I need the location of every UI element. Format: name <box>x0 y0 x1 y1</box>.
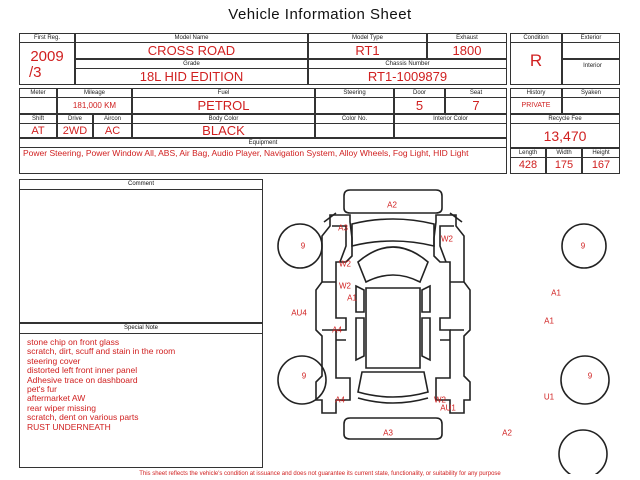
body-color: BLACK <box>202 123 245 138</box>
roof-outline <box>366 288 420 368</box>
comment-label: Comment <box>20 180 262 190</box>
damage-front-left-fender: A3 <box>338 223 348 233</box>
model-name: CROSS ROAD <box>147 43 236 58</box>
meter-label: Meter <box>20 89 56 98</box>
seat: 7 <box>472 98 480 113</box>
exhaust-label: Exhaust <box>428 34 506 43</box>
equipment-label: Equipment <box>20 139 506 148</box>
grade-label: Grade <box>76 60 307 69</box>
special-note-item: RUST UNDERNEATH <box>27 421 111 432</box>
history: PRIVATE <box>521 102 551 109</box>
height-label: Height <box>583 149 619 158</box>
chassis-cell <box>308 59 507 85</box>
aircon: AC <box>104 125 121 137</box>
damage-windshield: W2 <box>441 234 453 244</box>
left-window-rear <box>356 318 364 360</box>
condition-grade: R <box>529 51 543 70</box>
color-no-label: Color No. <box>316 115 393 124</box>
model-type: RT1 <box>355 43 380 58</box>
damage-rear-right-door: A1 <box>544 316 554 326</box>
mileage-label: Mileage <box>58 89 131 98</box>
special-note-item: aftermarket AW <box>27 393 86 404</box>
condition-label: Condition <box>511 34 561 43</box>
left-window-front <box>356 286 364 312</box>
damage-front-right-door: A1 <box>551 288 561 298</box>
recycle-fee-cell <box>510 114 620 148</box>
fuel: PETROL <box>197 98 250 113</box>
chassis-number: RT1-1009879 <box>367 69 448 84</box>
drive-cell <box>57 114 93 138</box>
special-note-item: scratch, dent on various parts <box>27 412 139 423</box>
door: 5 <box>415 98 424 113</box>
special-note-item: rear wiper missing <box>27 402 96 413</box>
first-reg-label: First Reg. <box>20 34 74 43</box>
interior-color-label: Interior Color <box>395 115 506 124</box>
fuel-label: Fuel <box>133 89 314 98</box>
rear-right-wheel-icon <box>561 356 609 404</box>
interior-color-cell <box>394 114 507 138</box>
condition-cell <box>510 33 562 85</box>
damage-front-left-door: A4 <box>332 325 342 335</box>
special-note-item: steering cover <box>27 355 81 366</box>
rear-window-outline <box>358 372 428 397</box>
first-reg-cell <box>19 33 75 85</box>
door-label: Door <box>395 89 444 98</box>
rear-gate-outline <box>358 398 428 403</box>
first-reg-year: 2009 <box>30 48 64 65</box>
exhaust-cell <box>427 33 507 59</box>
body-color-cell <box>132 114 315 138</box>
damage-front-left-wheel: 9 <box>300 241 306 251</box>
damage-left-sill: AU4 <box>291 308 307 318</box>
damage-rear-left-wheel: 9 <box>301 371 307 381</box>
model-type-label: Model Type <box>309 34 426 43</box>
drive-label: Drive <box>58 115 92 124</box>
special-note-item: stone chip on front glass <box>27 337 120 347</box>
seat-label: Seat <box>446 89 506 98</box>
grade: 18L HID EDITION <box>139 69 244 84</box>
shift-cell <box>19 114 57 138</box>
special-note-label: Special Note <box>20 324 262 334</box>
width-label: Width <box>547 149 581 158</box>
fuel-cell <box>132 88 315 114</box>
exterior-cell <box>562 33 620 59</box>
special-note-item: scratch, dirt, scuff and stain in the room <box>27 346 176 357</box>
hood-outline <box>352 219 434 246</box>
special-note-item: distorted left front inner panel <box>27 365 138 376</box>
equipment-cell <box>19 138 507 174</box>
damage-rear-right-wheel: 9 <box>587 371 593 381</box>
steering-label: Steering <box>316 89 393 98</box>
mileage: 181,000 KM <box>72 101 117 110</box>
special-notes-list <box>27 338 259 432</box>
windshield-outline <box>358 247 428 282</box>
grade-cell <box>75 59 308 85</box>
shift-label: Shift <box>20 115 56 124</box>
drive: 2WD <box>62 125 88 137</box>
special-note-item: Adhesive trace on dashboard <box>27 374 138 385</box>
damage-rear-window: W2 <box>434 395 446 405</box>
damage-rear-gate: AU1 <box>440 403 456 413</box>
recycle-fee: 13,470 <box>543 128 587 144</box>
damage-rear-right-quarter: U1 <box>543 392 555 402</box>
damage-front-left-door-top: A1 <box>347 293 357 303</box>
damage-front-right-wheel: 9 <box>580 241 586 251</box>
history-label: History <box>511 89 561 98</box>
aircon-label: Aircon <box>94 115 131 124</box>
exterior-label: Exterior <box>563 34 619 43</box>
damage-rear-left-window: W2 <box>339 281 351 291</box>
height: 167 <box>591 159 611 171</box>
sheet-title: Vehicle Information Sheet <box>228 6 412 23</box>
damage-rear-left-door: A4 <box>335 395 345 405</box>
door-cell <box>394 88 445 114</box>
model-name-cell <box>75 33 308 59</box>
length-label: Length <box>511 149 545 158</box>
syaken-cell <box>562 88 620 114</box>
damage-front-bumper: A2 <box>387 200 397 210</box>
width: 175 <box>554 159 574 171</box>
interior-label: Interior <box>583 63 602 69</box>
shift: AT <box>31 125 45 137</box>
damage-rear-right-bumper: A2 <box>502 428 512 438</box>
disclaimer-footer: This sheet reflects the vehicle's condition at issuance and does not guarantee its current state, functionality, or suitability for any purpose <box>139 471 501 477</box>
width-cell <box>546 148 582 174</box>
steering-cell <box>315 88 394 114</box>
equipment-list: Power Steering, Power Window All, ABS, Air Bag, Audio Player, Navigation System, Alloy Wheels, Fog Light, HID Light <box>23 148 469 158</box>
special-note-item: pet's fur <box>27 384 57 395</box>
model-name-label: Model Name <box>76 34 307 43</box>
height-cell <box>582 148 620 174</box>
chassis-label: Chassis Number <box>309 60 506 69</box>
mileage-cell <box>57 88 132 114</box>
color-no-cell <box>315 114 394 138</box>
exhaust: 1800 <box>452 43 482 58</box>
right-window-front <box>422 286 430 312</box>
special-note-box <box>19 323 263 468</box>
damage-rear-left-bumper: A3 <box>383 428 393 438</box>
model-type-cell <box>308 33 427 59</box>
right-window-rear <box>422 318 430 360</box>
recycle-fee-label: Recycle Fee <box>511 115 619 124</box>
first-reg-month: /3 <box>29 64 42 81</box>
comment-box <box>19 179 263 323</box>
body-color-label: Body Color <box>133 115 314 124</box>
car-damage-diagram <box>268 178 620 474</box>
damage-front-left-window: W2 <box>339 259 351 269</box>
seat-cell <box>445 88 507 114</box>
spare-wheel-icon <box>559 430 607 474</box>
aircon-cell <box>93 114 132 138</box>
length: 428 <box>518 159 538 171</box>
meter-cell <box>19 88 57 114</box>
interior-cell <box>562 59 620 85</box>
syaken-label: Syaken <box>563 89 619 98</box>
history-cell <box>510 88 562 114</box>
length-cell <box>510 148 546 174</box>
